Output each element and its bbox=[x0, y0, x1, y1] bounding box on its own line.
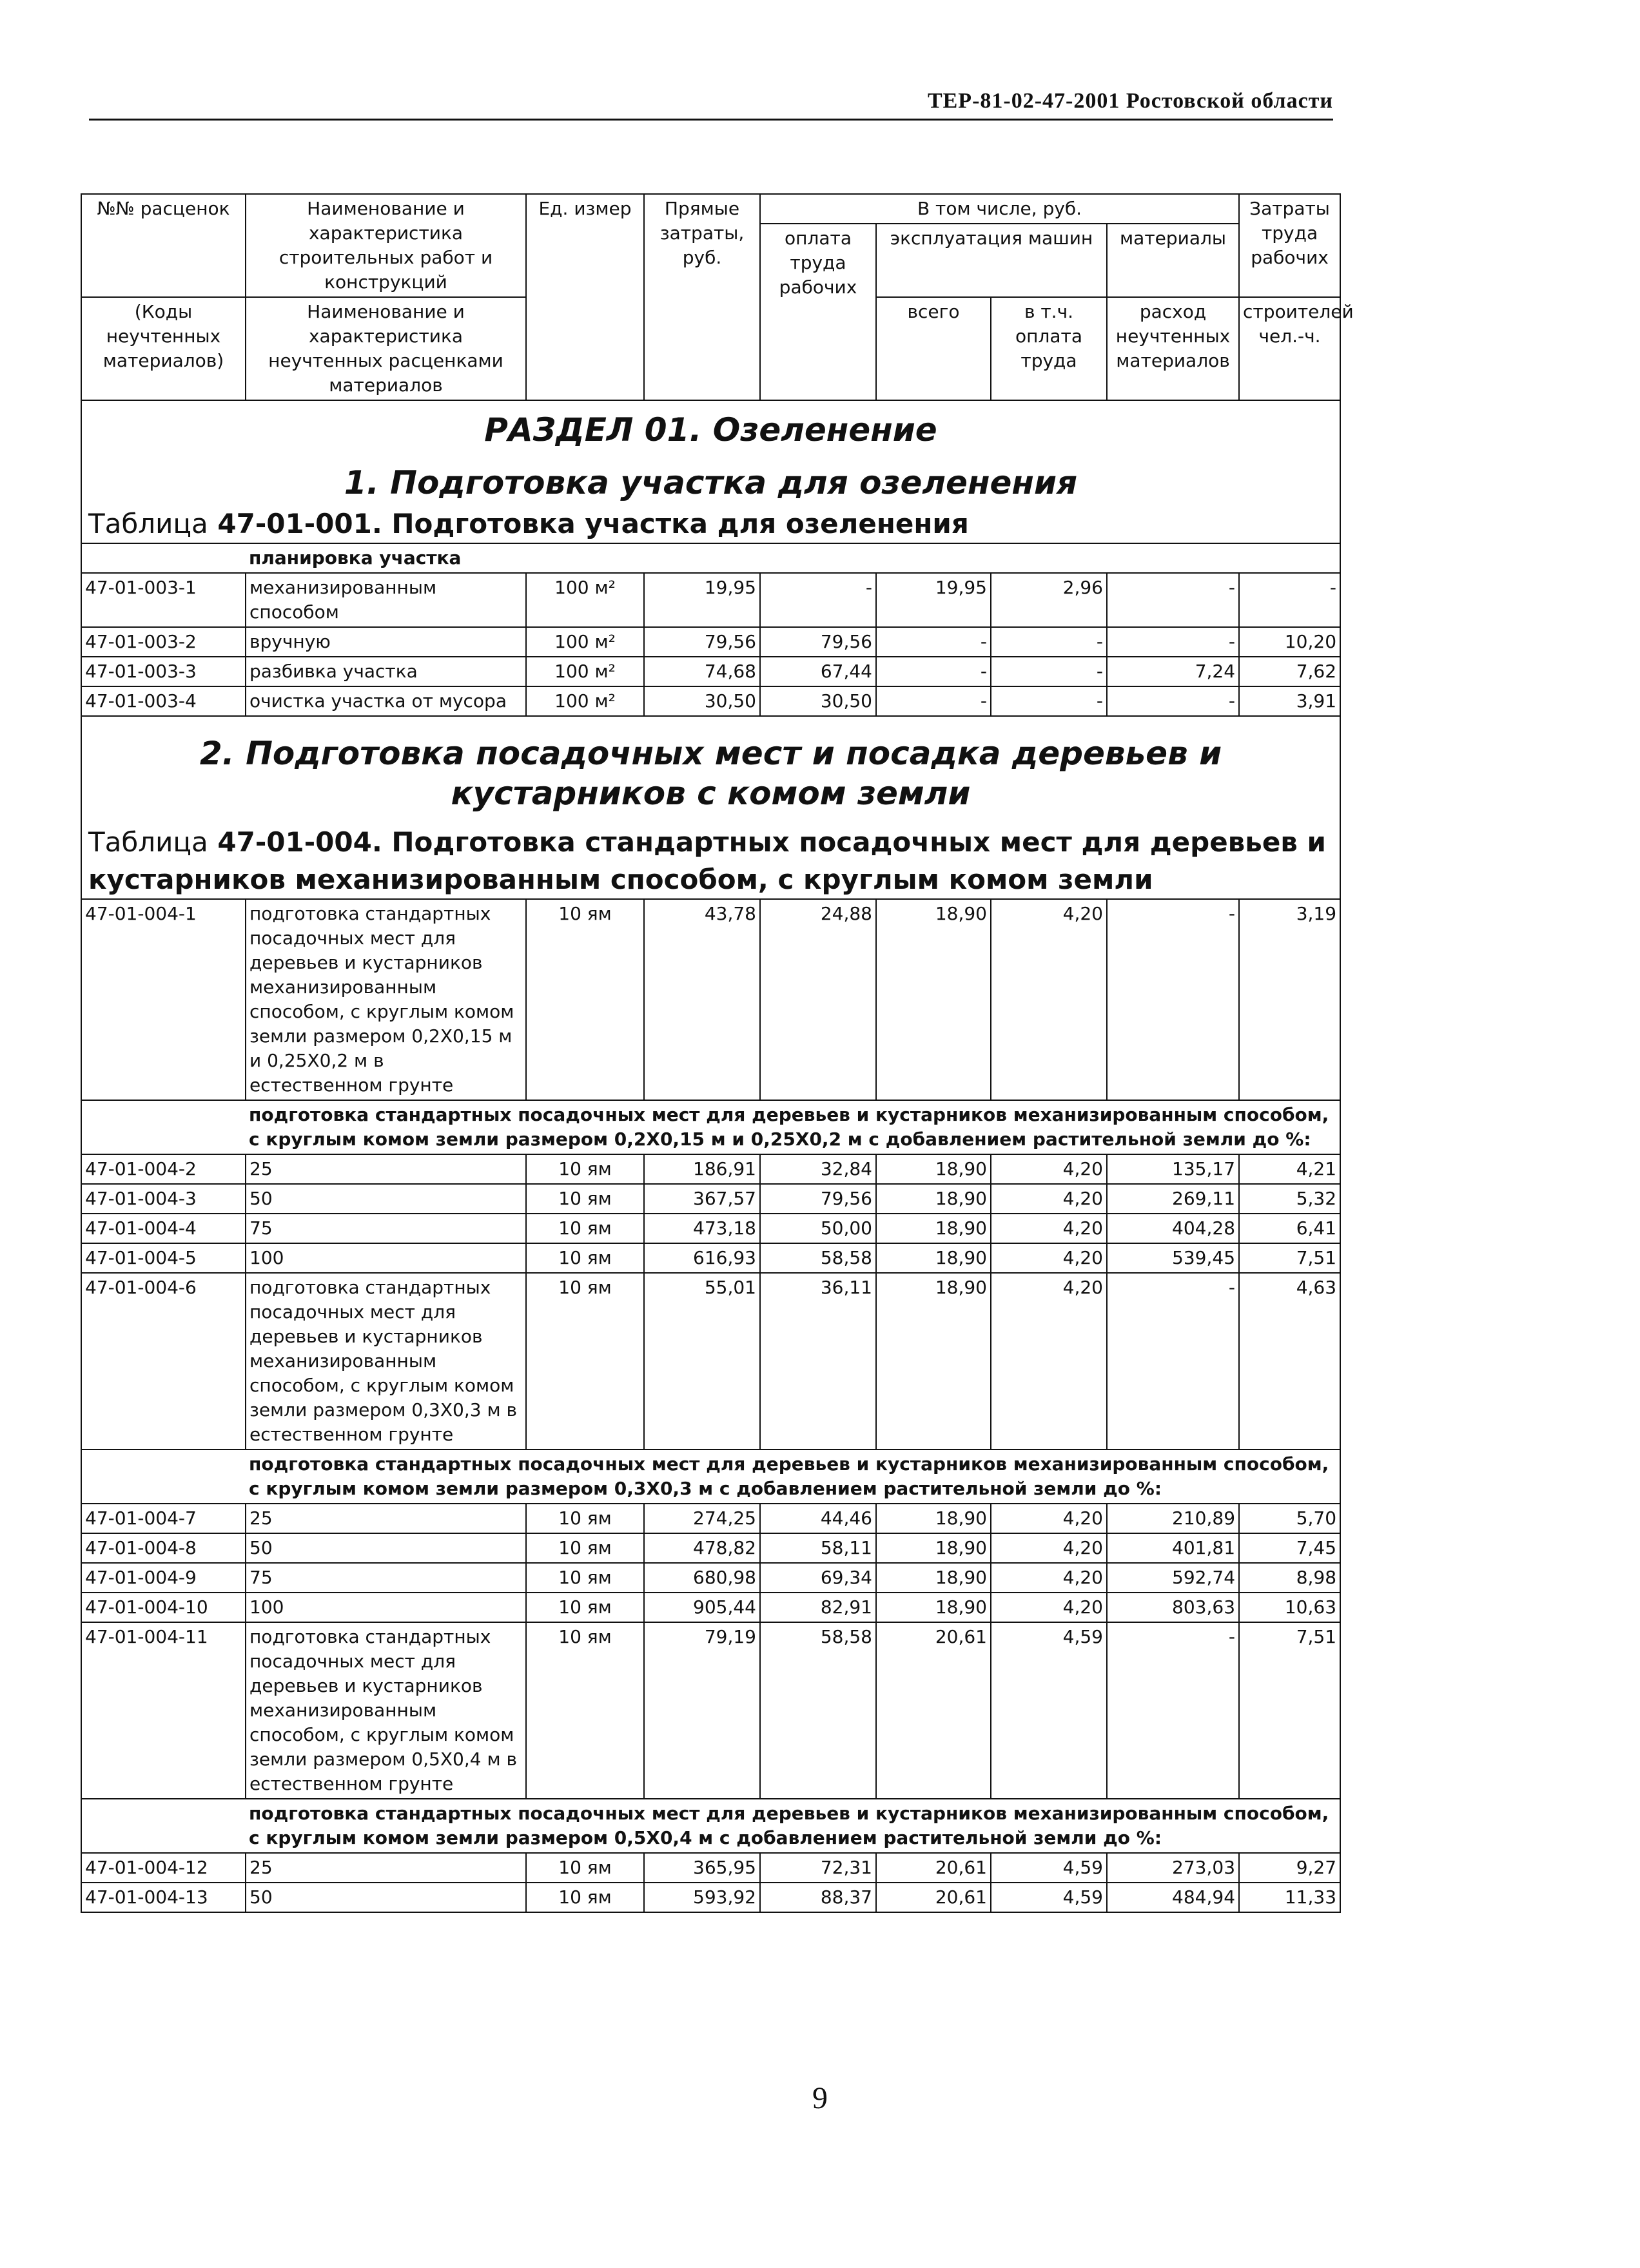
col-incl: В том числе, руб. bbox=[760, 194, 1239, 224]
group-4-label: подготовка стандартных посадочных мест для деревьев и кустарников механизированным способом, с круглым комом земли размером 0,5Х0,4 м с добавлением растительной земли до %: bbox=[246, 1799, 1340, 1853]
cell-machines-wages: 4,59 bbox=[991, 1622, 1107, 1799]
cell-rate-code: 47-01-004-13 bbox=[81, 1883, 246, 1912]
cell-direct-costs: 19,95 bbox=[644, 573, 760, 627]
rates-table bbox=[81, 193, 1354, 1913]
table-row bbox=[81, 627, 1340, 657]
cell-rate-code: 47-01-004-11 bbox=[81, 1622, 246, 1799]
table-header-row-1 bbox=[81, 194, 1340, 224]
col-machines-total: всего bbox=[876, 297, 991, 400]
cell-work-name: 25 bbox=[246, 1504, 526, 1533]
cell-machines-wages: - bbox=[991, 627, 1107, 657]
cell-rate-code: 47-01-004-5 bbox=[81, 1243, 246, 1273]
cell-machines-total: 18,90 bbox=[876, 1504, 991, 1533]
cell-wages: 79,56 bbox=[760, 627, 876, 657]
cell-machines-total: 20,61 bbox=[876, 1622, 991, 1799]
cell-direct-costs: 616,93 bbox=[644, 1243, 760, 1273]
cell-wages: 32,84 bbox=[760, 1154, 876, 1184]
col-materials: материалы bbox=[1107, 224, 1239, 297]
cell-materials: 269,11 bbox=[1107, 1184, 1239, 1214]
cell-rate-code: 47-01-004-6 bbox=[81, 1273, 246, 1449]
cell-work-name: подготовка стандартных посадочных мест для деревьев и кустарников механизированным способом, с круглым комом земли размером 0,5Х0,4 м в естественном грунте bbox=[246, 1622, 526, 1799]
cell-work-name: 100 bbox=[246, 1593, 526, 1622]
table-1-caption bbox=[86, 505, 1336, 543]
cell-work-name: подготовка стандартных посадочных мест для деревьев и кустарников механизированным способом, с круглым комом земли размером 0,2Х0,15 м и 0,25Х0,2 м в естественном грунте bbox=[246, 899, 526, 1100]
cell-machines-total: 18,90 bbox=[876, 1533, 991, 1563]
cell-unit: 10 ям bbox=[526, 1243, 644, 1273]
section-title: РАЗДЕЛ 01. Озеленение bbox=[484, 411, 937, 449]
cell-work-name: 25 bbox=[246, 1853, 526, 1883]
cell-wages: 67,44 bbox=[760, 657, 876, 686]
col-materials-sub: расход неучтенных материалов bbox=[1107, 297, 1239, 400]
cell-work-name: разбивка участка bbox=[246, 657, 526, 686]
cell-unit: 10 ям bbox=[526, 1273, 644, 1449]
cell-materials: 404,28 bbox=[1107, 1214, 1239, 1243]
group-row bbox=[81, 1449, 1340, 1504]
cell-labor: - bbox=[1239, 573, 1340, 627]
cell-unit: 10 ям bbox=[526, 1883, 644, 1912]
rates-table-frame bbox=[81, 193, 1354, 1913]
cell-wages: 58,58 bbox=[760, 1622, 876, 1799]
cell-rate-code: 47-01-003-4 bbox=[81, 686, 246, 716]
cell-rate-code: 47-01-004-10 bbox=[81, 1593, 246, 1622]
cell-direct-costs: 55,01 bbox=[644, 1273, 760, 1449]
cell-rate-code: 47-01-003-3 bbox=[81, 657, 246, 686]
page-header bbox=[89, 89, 1333, 121]
cell-direct-costs: 43,78 bbox=[644, 899, 760, 1100]
cell-labor: 6,41 bbox=[1239, 1214, 1340, 1243]
table-row bbox=[81, 573, 1340, 627]
table-row bbox=[81, 1154, 1340, 1184]
table-2-caption bbox=[86, 824, 1336, 898]
cell-machines-total: 18,90 bbox=[876, 1593, 991, 1622]
cell-wages: 82,91 bbox=[760, 1593, 876, 1622]
cell-machines-wages: 4,20 bbox=[991, 1243, 1107, 1273]
col-machines-wages: в т.ч. оплата труда bbox=[991, 297, 1107, 400]
cell-rate-code: 47-01-003-1 bbox=[81, 573, 246, 627]
cell-machines-wages: 4,20 bbox=[991, 1504, 1107, 1533]
cell-direct-costs: 593,92 bbox=[644, 1883, 760, 1912]
cell-unit: 10 ям bbox=[526, 1154, 644, 1184]
col-name-bottom: Наименование и характеристика неучтенных расценками материалов bbox=[246, 297, 526, 400]
cell-materials: - bbox=[1107, 627, 1239, 657]
cell-work-name: 50 bbox=[246, 1533, 526, 1563]
cell-materials: - bbox=[1107, 573, 1239, 627]
col-wages: оплата труда рабочих bbox=[760, 224, 876, 400]
cell-rate-code: 47-01-004-9 bbox=[81, 1563, 246, 1593]
section-heading-row bbox=[81, 400, 1340, 543]
cell-labor: 4,63 bbox=[1239, 1273, 1340, 1449]
cell-materials: 539,45 bbox=[1107, 1243, 1239, 1273]
cell-wages: 30,50 bbox=[760, 686, 876, 716]
cell-machines-total: 18,90 bbox=[876, 1154, 991, 1184]
cell-direct-costs: 79,19 bbox=[644, 1622, 760, 1799]
cell-materials: - bbox=[1107, 1273, 1239, 1449]
table-row bbox=[81, 657, 1340, 686]
cell-unit: 10 ям bbox=[526, 1533, 644, 1563]
cell-labor: 9,27 bbox=[1239, 1853, 1340, 1883]
cell-direct-costs: 186,91 bbox=[644, 1154, 760, 1184]
table-2-title: 47-01-004. Подготовка стандартных посадочных мест для деревьев и кустарников механизированным способом, с круглым комом земли bbox=[88, 826, 1326, 895]
cell-machines-wages: 4,20 bbox=[991, 1184, 1107, 1214]
document-code: ТЕР-81-02-47-2001 Ростовской области bbox=[927, 89, 1333, 113]
cell-direct-costs: 274,25 bbox=[644, 1504, 760, 1533]
cell-machines-total: 18,90 bbox=[876, 1184, 991, 1214]
cell-work-name: 75 bbox=[246, 1563, 526, 1593]
cell-labor: 3,91 bbox=[1239, 686, 1340, 716]
cell-direct-costs: 30,50 bbox=[644, 686, 760, 716]
cell-labor: 10,20 bbox=[1239, 627, 1340, 657]
cell-wages: 58,58 bbox=[760, 1243, 876, 1273]
table-row bbox=[81, 1593, 1340, 1622]
cell-unit: 10 ям bbox=[526, 1593, 644, 1622]
table-row bbox=[81, 1273, 1340, 1449]
cell-machines-total: 18,90 bbox=[876, 1243, 991, 1273]
cell-direct-costs: 74,68 bbox=[644, 657, 760, 686]
group-row bbox=[81, 1799, 1340, 1853]
cell-unit: 10 ям bbox=[526, 1853, 644, 1883]
cell-machines-total: 18,90 bbox=[876, 1214, 991, 1243]
cell-labor: 7,62 bbox=[1239, 657, 1340, 686]
cell-unit: 10 ям bbox=[526, 1504, 644, 1533]
cell-wages: 44,46 bbox=[760, 1504, 876, 1533]
cell-labor: 7,51 bbox=[1239, 1243, 1340, 1273]
cell-unit: 10 ям bbox=[526, 1622, 644, 1799]
cell-rate-code: 47-01-004-1 bbox=[81, 899, 246, 1100]
cell-wages: 36,11 bbox=[760, 1273, 876, 1449]
table-2-label: Таблица bbox=[88, 826, 208, 858]
cell-wages: 88,37 bbox=[760, 1883, 876, 1912]
table-row bbox=[81, 899, 1340, 1100]
cell-labor: 10,63 bbox=[1239, 1593, 1340, 1622]
cell-machines-total: - bbox=[876, 627, 991, 657]
cell-work-name: 100 bbox=[246, 1243, 526, 1273]
cell-wages: 72,31 bbox=[760, 1853, 876, 1883]
table-row bbox=[81, 1504, 1340, 1533]
cell-wages: 69,34 bbox=[760, 1563, 876, 1593]
table-row bbox=[81, 1533, 1340, 1563]
cell-machines-total: - bbox=[876, 686, 991, 716]
cell-materials: 484,94 bbox=[1107, 1883, 1239, 1912]
cell-machines-wages: 2,96 bbox=[991, 573, 1107, 627]
table-1-label: Таблица bbox=[88, 508, 208, 539]
cell-machines-wages: 4,20 bbox=[991, 1593, 1107, 1622]
cell-rate-code: 47-01-004-3 bbox=[81, 1184, 246, 1214]
cell-machines-wages: - bbox=[991, 686, 1107, 716]
cell-unit: 10 ям bbox=[526, 899, 644, 1100]
cell-labor: 3,19 bbox=[1239, 899, 1340, 1100]
cell-rate-code: 47-01-004-12 bbox=[81, 1853, 246, 1883]
cell-materials: 592,74 bbox=[1107, 1563, 1239, 1593]
cell-direct-costs: 365,95 bbox=[644, 1853, 760, 1883]
cell-machines-total: 18,90 bbox=[876, 899, 991, 1100]
table-row bbox=[81, 1853, 1340, 1883]
table-row bbox=[81, 1883, 1340, 1912]
col-labor-top: Затраты труда рабочих bbox=[1239, 194, 1340, 297]
cell-materials: 401,81 bbox=[1107, 1533, 1239, 1563]
cell-direct-costs: 680,98 bbox=[644, 1563, 760, 1593]
group-2-label: подготовка стандартных посадочных мест для деревьев и кустарников механизированным способом, с круглым комом земли размером 0,2Х0,15 м и 0,25Х0,2 м с добавлением растительной земли до %: bbox=[246, 1100, 1340, 1154]
cell-work-name: 75 bbox=[246, 1214, 526, 1243]
cell-unit: 10 ям bbox=[526, 1563, 644, 1593]
cell-materials: - bbox=[1107, 686, 1239, 716]
cell-machines-wages: 4,20 bbox=[991, 1563, 1107, 1593]
cell-machines-total: 20,61 bbox=[876, 1853, 991, 1883]
cell-labor: 8,98 bbox=[1239, 1563, 1340, 1593]
cell-labor: 7,45 bbox=[1239, 1533, 1340, 1563]
col-code-top: №№ расценок bbox=[81, 194, 246, 297]
cell-direct-costs: 478,82 bbox=[644, 1533, 760, 1563]
table-1-title: 47-01-001. Подготовка участка для озеленения bbox=[217, 508, 969, 539]
cell-machines-total: 20,61 bbox=[876, 1883, 991, 1912]
table-row bbox=[81, 1214, 1340, 1243]
col-name-top: Наименование и характеристика строительных работ и конструкций bbox=[246, 194, 526, 297]
cell-direct-costs: 367,57 bbox=[644, 1184, 760, 1214]
cell-wages: 50,00 bbox=[760, 1214, 876, 1243]
group-row bbox=[81, 1100, 1340, 1154]
cell-machines-total: 19,95 bbox=[876, 573, 991, 627]
cell-direct-costs: 473,18 bbox=[644, 1214, 760, 1243]
col-unit: Ед. измер bbox=[526, 194, 644, 400]
cell-machines-wages: 4,20 bbox=[991, 1273, 1107, 1449]
cell-direct-costs: 905,44 bbox=[644, 1593, 760, 1622]
cell-labor: 4,21 bbox=[1239, 1154, 1340, 1184]
cell-machines-total: 18,90 bbox=[876, 1563, 991, 1593]
group-3-label: подготовка стандартных посадочных мест для деревьев и кустарников механизированным способом, с круглым комом земли размером 0,3Х0,3 м с добавлением растительной земли до %: bbox=[246, 1449, 1340, 1504]
cell-materials: 803,63 bbox=[1107, 1593, 1239, 1622]
cell-machines-total: - bbox=[876, 657, 991, 686]
cell-unit: 100 м² bbox=[526, 573, 644, 627]
col-code-bottom: (Коды неучтенных материалов) bbox=[81, 297, 246, 400]
subsection-1-title: 1. Подготовка участка для озеленения bbox=[344, 464, 1078, 501]
cell-work-name: очистка участка от мусора bbox=[246, 686, 526, 716]
cell-materials: 135,17 bbox=[1107, 1154, 1239, 1184]
col-machines: эксплуатация машин bbox=[876, 224, 1107, 297]
table-row bbox=[81, 1563, 1340, 1593]
cell-rate-code: 47-01-004-7 bbox=[81, 1504, 246, 1533]
cell-labor: 5,32 bbox=[1239, 1184, 1340, 1214]
cell-machines-wages: 4,20 bbox=[991, 1214, 1107, 1243]
cell-labor: 5,70 bbox=[1239, 1504, 1340, 1533]
cell-rate-code: 47-01-004-4 bbox=[81, 1214, 246, 1243]
cell-labor: 7,51 bbox=[1239, 1622, 1340, 1799]
subsection-2-title: 2. Подготовка посадочных мест и посадка деревьев и кустарников с комом земли bbox=[199, 735, 1222, 812]
cell-unit: 100 м² bbox=[526, 657, 644, 686]
cell-rate-code: 47-01-004-2 bbox=[81, 1154, 246, 1184]
cell-materials: - bbox=[1107, 1622, 1239, 1799]
cell-work-name: вручную bbox=[246, 627, 526, 657]
cell-work-name: механизированным способом bbox=[246, 573, 526, 627]
cell-machines-wages: 4,59 bbox=[991, 1883, 1107, 1912]
cell-materials: 273,03 bbox=[1107, 1853, 1239, 1883]
page-number: 9 bbox=[812, 2081, 828, 2115]
cell-machines-wages: 4,20 bbox=[991, 899, 1107, 1100]
cell-wages: 79,56 bbox=[760, 1184, 876, 1214]
table-row bbox=[81, 686, 1340, 716]
cell-wages: 58,11 bbox=[760, 1533, 876, 1563]
cell-direct-costs: 79,56 bbox=[644, 627, 760, 657]
cell-unit: 10 ям bbox=[526, 1214, 644, 1243]
table-row bbox=[81, 1243, 1340, 1273]
cell-machines-wages: 4,59 bbox=[991, 1853, 1107, 1883]
cell-machines-wages: 4,20 bbox=[991, 1154, 1107, 1184]
cell-machines-total: 18,90 bbox=[876, 1273, 991, 1449]
cell-labor: 11,33 bbox=[1239, 1883, 1340, 1912]
cell-work-name: 25 bbox=[246, 1154, 526, 1184]
cell-work-name: 50 bbox=[246, 1883, 526, 1912]
cell-rate-code: 47-01-004-8 bbox=[81, 1533, 246, 1563]
group-row bbox=[81, 543, 1340, 573]
cell-unit: 100 м² bbox=[526, 627, 644, 657]
section-2-heading-row bbox=[81, 716, 1340, 899]
table-row bbox=[81, 1622, 1340, 1799]
cell-machines-wages: 4,20 bbox=[991, 1533, 1107, 1563]
cell-work-name: подготовка стандартных посадочных мест для деревьев и кустарников механизированным способом, с круглым комом земли размером 0,3Х0,3 м в естественном грунте bbox=[246, 1273, 526, 1449]
cell-work-name: 50 bbox=[246, 1184, 526, 1214]
cell-machines-wages: - bbox=[991, 657, 1107, 686]
cell-wages: 24,88 bbox=[760, 899, 876, 1100]
cell-wages: - bbox=[760, 573, 876, 627]
group-1-label: планировка участка bbox=[246, 543, 1340, 573]
col-labor-bottom: строителей чел.-ч. bbox=[1239, 297, 1340, 400]
cell-materials: 210,89 bbox=[1107, 1504, 1239, 1533]
cell-unit: 10 ям bbox=[526, 1184, 644, 1214]
col-direct: Прямые затраты, руб. bbox=[644, 194, 760, 400]
cell-materials: - bbox=[1107, 899, 1239, 1100]
cell-rate-code: 47-01-003-2 bbox=[81, 627, 246, 657]
cell-unit: 100 м² bbox=[526, 686, 644, 716]
table-row bbox=[81, 1184, 1340, 1214]
cell-materials: 7,24 bbox=[1107, 657, 1239, 686]
